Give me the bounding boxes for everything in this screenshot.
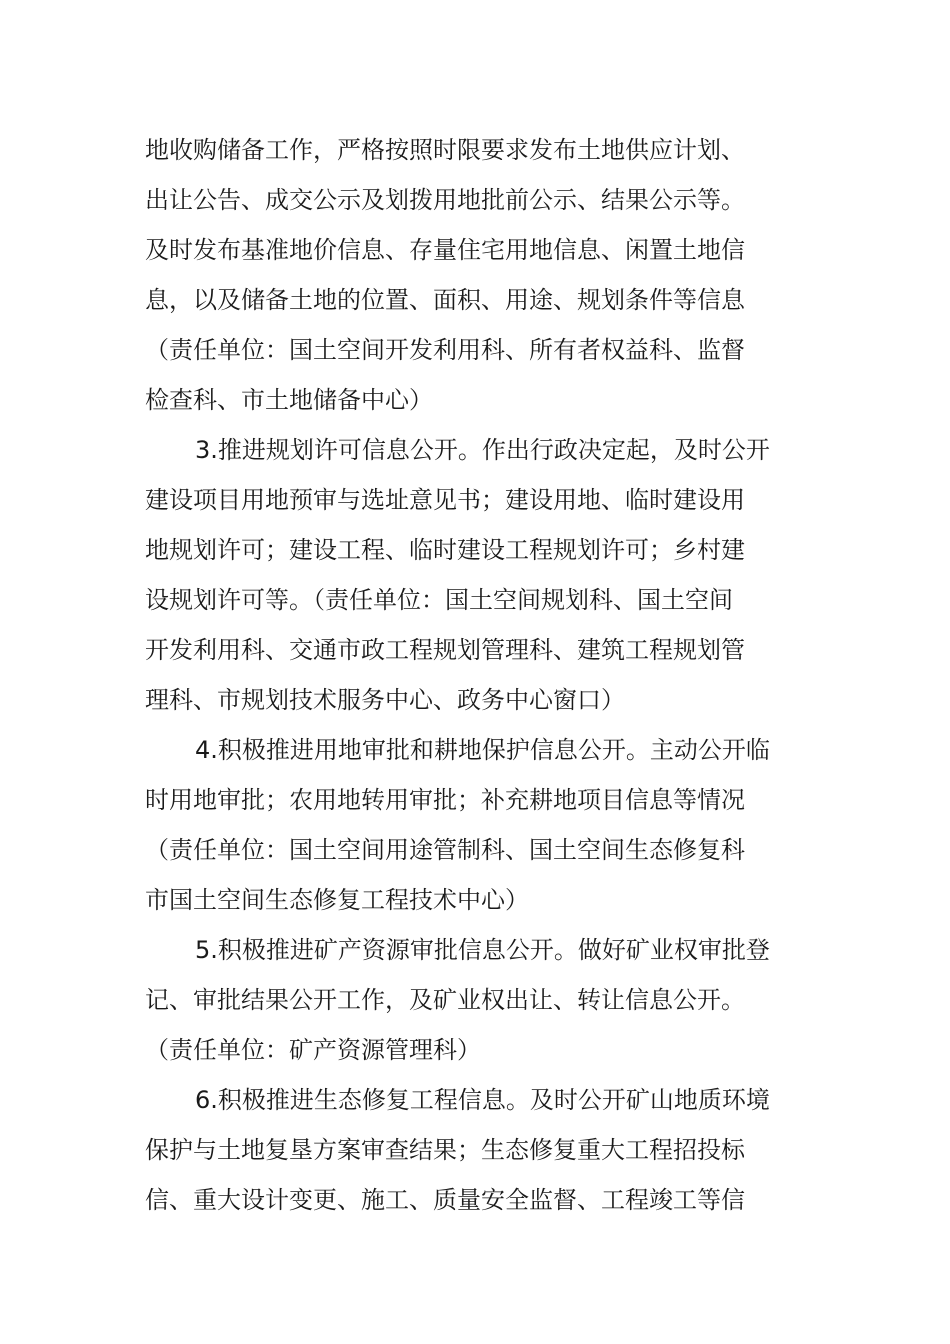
paragraph-6-first-line: 6.积极推进生态修复工程信息。及时公开矿山地质环境 xyxy=(195,1086,770,1114)
text-line-10: 设规划许可等。（责任单位：国土空间规划科、国土空间 xyxy=(145,586,733,614)
paragraph-4-first-line: 4.积极推进用地审批和耕地保护信息公开。主动公开临 xyxy=(195,736,770,764)
text-line-4: 息，以及储备土地的位置、面积、用途、规划条件等信息 xyxy=(145,286,745,314)
paragraph-3-first-line: 3.推进规划许可信息公开。作出行政决定起，及时公开 xyxy=(195,436,770,464)
text-line-19: （责任单位：矿产资源管理科） xyxy=(145,1036,481,1064)
text-line-21: 保护与土地复垦方案审查结果；生态修复重大工程招投标 xyxy=(145,1136,745,1164)
text-line-9: 地规划许可；建设工程、临时建设工程规划许可；乡村建 xyxy=(145,536,745,564)
text-line-6: 检查科、市土地储备中心） xyxy=(145,386,433,414)
text-line-1: 地收购储备工作，严格按照时限要求发布土地供应计划、 xyxy=(145,136,745,164)
text-line-22: 信、重大设计变更、施工、质量安全监督、工程竣工等信 xyxy=(145,1186,745,1214)
text-line-16: 市国土空间生态修复工程技术中心） xyxy=(145,886,529,914)
text-line-18: 记、审批结果公开工作，及矿业权出让、转让信息公开。 xyxy=(145,986,745,1014)
text-line-12: 理科、市规划技术服务中心、政务中心窗口） xyxy=(145,686,625,714)
text-line-5: （责任单位：国土空间开发利用科、所有者权益科、监督 xyxy=(145,336,745,364)
text-line-2: 出让公告、成交公示及划拨用地批前公示、结果公示等。 xyxy=(145,186,745,214)
text-line-8: 建设项目用地预审与选址意见书；建设用地、临时建设用 xyxy=(145,486,745,514)
text-line-14: 时用地审批；农用地转用审批；补充耕地项目信息等情况 xyxy=(145,786,745,814)
paragraph-5-first-line: 5.积极推进矿产资源审批信息公开。做好矿业权审批登 xyxy=(195,936,770,964)
text-line-11: 开发利用科、交通市政工程规划管理科、建筑工程规划管 xyxy=(145,636,745,664)
text-line-3: 及时发布基准地价信息、存量住宅用地信息、闲置土地信 xyxy=(145,236,745,264)
text-line-15: （责任单位：国土空间用途管制科、国土空间生态修复科 xyxy=(145,836,745,864)
